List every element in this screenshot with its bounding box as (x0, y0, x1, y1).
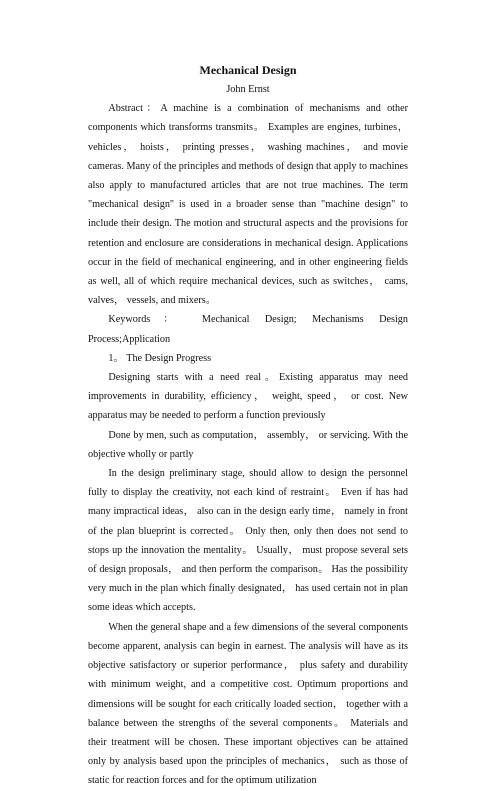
body-paragraph: In the design preliminary stage, should allow to design the personnel fully to display the creativity, not each kind of restraint。 Even if has had many impractical ideas， also can in the design early time， namely in front of the plan blueprint is corrected。 Only then, only then does not send to stops up the innovation the mentality。 Usually， must propose several sets of design proposals， and then perform the comparison。 Has the possibility very much in the plan which finally designated， has used certain not in plan some ideas which accepts. (88, 468, 408, 614)
author-name: John Ernst (226, 84, 270, 95)
document-title: Mechanical Design (199, 63, 297, 77)
body-paragraph: Done by men, such as computation， assembly， or servicing. With the objective wholly or partly (88, 429, 408, 460)
abstract-paragraph: Abstract：A machine is a combination of mechanisms and other components which transforms transmits。 Examples are engines, turbines， vehicles， hoists， printing presses， washing machines， and movie cameras. Many of the principles and methods of design that apply to machines also apply to manufactured articles that are not true machines. The term "mechanical design" is used in a broader sense than "machine design" to include their design. The motion and structural aspects and the provisions for retention and enclosure are considerations in mechanical design. Applications occur in the field of mechanical engineering, and in other engineering fields as well, all of which require mechanical devices, such as switches， cams, valves， vessels, and mixers。 (88, 103, 408, 307)
keywords-line: Keywords： Mechanical Design; Mechanisms Design Process;Application (88, 314, 408, 345)
section-heading: 1。 The Design Progress (108, 352, 212, 364)
document-page (88, 60, 408, 791)
body-paragraph: Designing starts with a need real。Existing apparatus may need improvements in durability, efficiency， weight, speed， or cost. New apparatus may be needed to perform a function previously (88, 372, 408, 422)
body-paragraph: When the general shape and a few dimensions of the several components become apparent, analysis can begin in earnest. The analysis will have as its objective satisfactory or superior performance， plus safety and durability with minimum weight, and a competitive cost. Optimum proportions and dimensions will be sought for each critically loaded section， together with a balance between the strengths of the several components。 Materials and their treatment will be chosen. These important objectives can be attained only by analysis based upon the principles of mechanics， such as those of static for reaction forces and for the optimum utilization (88, 621, 408, 787)
